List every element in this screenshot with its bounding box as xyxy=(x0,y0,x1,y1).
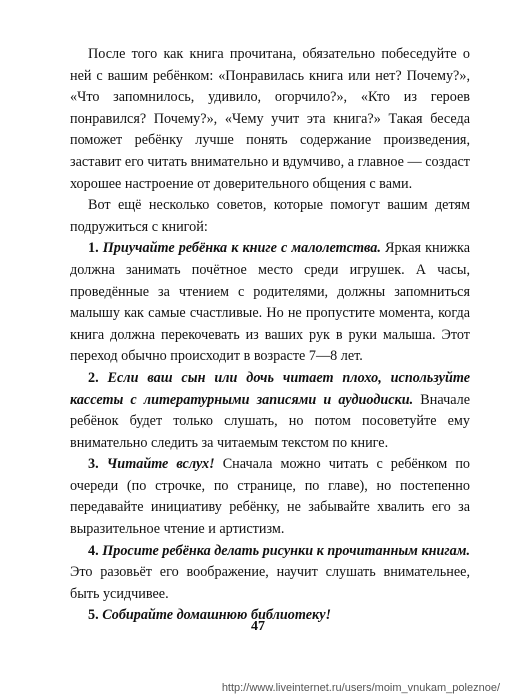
tip-lead: Приучайте ребёнка к книге с малолетства. xyxy=(102,240,381,257)
tip-lead: Если ваш сын или дочь читает плохо, используйте кассеты с литературными записями и аудиодиски. xyxy=(70,369,471,408)
page-number: 47 xyxy=(251,619,265,634)
tip-number: 2. xyxy=(88,369,99,386)
tip-2 xyxy=(70,368,470,454)
tips-intro: Вот ещё несколько советов, которые помогут вашим детям подружиться с книгой: xyxy=(70,197,470,235)
tip-4 xyxy=(70,541,470,606)
tip-number: 3. xyxy=(88,456,99,473)
tip-3 xyxy=(70,454,470,540)
tip-lead: Читайте вслух! xyxy=(106,456,215,473)
tip-1 xyxy=(70,238,470,368)
tip-lead: Просите ребёнка делать рисунки к прочитанным книгам. xyxy=(102,542,471,559)
tip-body: Это разовьёт его воображение, научит слушать внимательнее, быть усидчивее. xyxy=(70,564,470,602)
tip-number: 1. xyxy=(88,240,99,257)
tip-lead: Собирайте домашнюю библиотеку! xyxy=(102,607,332,624)
tip-number: 5. xyxy=(88,607,99,624)
tip-body: Сначала можно читать с ребёнком по очереди (по строчке, по странице, по главе), но постепенно передавайте инициативу ребёнку, не забывайте хвалить его за выразительное чтение и артистизм. xyxy=(70,456,470,538)
tip-number: 4. xyxy=(88,542,99,559)
tip-body: Вначале ребёнок будет только слушать, но потом посоветуйте ему внимательно следить за читаемым текстом по книге. xyxy=(70,391,470,451)
page-text xyxy=(70,44,470,627)
tip-body: Яркая книжка должна занимать почётное место среди игрушек. А часы, проведённые за чтением с родителями, должны запомниться малышу как самые счастливые. Но не пропустите момента, когда книга должна перекочевать из ваших рук в руки малыша. Этот переход обычно происходит в возрасте 7—8 лет. xyxy=(70,240,470,365)
source-watermark: http://www.liveinternet.ru/users/moim_vnukam_poleznoe/ xyxy=(221,682,500,694)
intro-paragraph: После того как книга прочитана, обязательно побеседуйте о ней с вашим ребёнком: «Понравилась книга или нет? Почему?», «Что запомнилось, удивило, огорчило?», «Кто из героев понравился? Почему?», «Чему учит эта книга?» Такая беседа поможет ребёнку лучше понять содержание произведения, заставит его читать внимательно и вдумчиво, а главное — создаст хорошее настроение от доверительного общения с вами. xyxy=(70,46,470,192)
